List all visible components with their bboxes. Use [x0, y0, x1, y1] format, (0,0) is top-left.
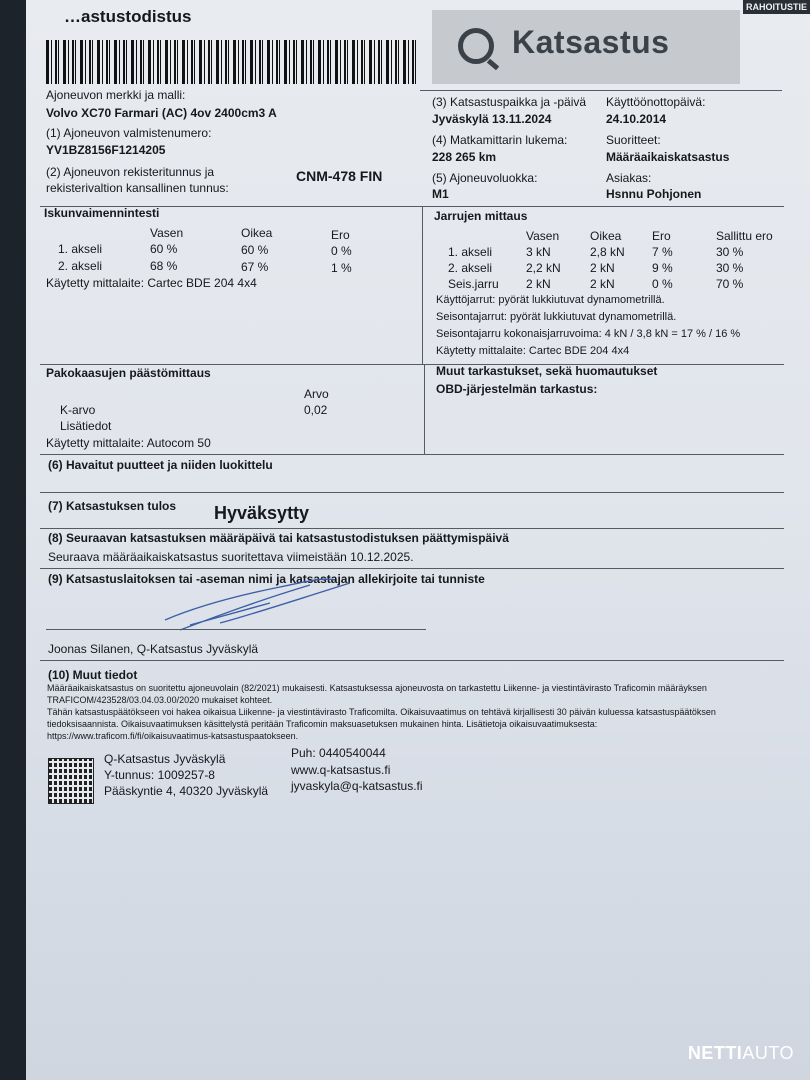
reg-label-2: rekisterivaltion kansallinen tunnus: [46, 181, 229, 195]
make-value: Volvo XC70 Farmari (AC) 4ov 2400cm3 A [46, 106, 277, 120]
emissions-device: Käytetty mittalaite: Autocom 50 [46, 436, 211, 450]
brakes-device: Käytetty mittalaite: Cartec BDE 204 4x4 [436, 345, 630, 357]
brakes-row-axle: 2. akseli [448, 261, 493, 275]
brakes-header-right: Oikea [590, 229, 622, 243]
divider [40, 568, 784, 569]
divider [420, 90, 782, 91]
vin-value: YV1BZ8156F1214205 [46, 143, 166, 157]
footer-address: Pääskyntie 4, 40320 Jyväskylä [104, 784, 269, 798]
brakes-row-left: 2 kN [526, 277, 551, 291]
brakes-header-left: Vasen [526, 229, 560, 243]
brakes-title: Jarrujen mittaus [434, 209, 528, 223]
brakes-row-allowed: 70 % [716, 277, 744, 291]
vin-label: (1) Ajoneuvon valmistenumero: [46, 126, 212, 140]
watermark-light: AUTO [742, 1043, 794, 1063]
nettiauto-watermark [688, 1043, 794, 1064]
brakes-row-diff: 0 % [652, 277, 673, 291]
brakes-note: Käyttöjarrut: pyörät lukkiutuvat dynamometrillä. [436, 294, 665, 306]
shock-header-right: Oikea [241, 226, 273, 240]
performed-label: Suoritteet: [606, 133, 661, 147]
brakes-note: Seisontajarrut: pyörät lukkiutuvat dynamometrillä. [436, 311, 677, 323]
defects-title: (6) Havaitut puutteet ja niiden luokittelu [48, 458, 273, 472]
result-value: Hyväksytty [214, 503, 310, 523]
brakes-note: Seisontajarru kokonaisjarruvoima: 4 kN / 3,8 kN = 17 % / 16 % [436, 328, 741, 340]
emissions-title: Pakokaasujen päästömittaus [46, 366, 211, 380]
misc-title: (10) Muut tiedot [48, 668, 138, 682]
shock-row-left: 68 % [150, 259, 178, 273]
signature-line [46, 629, 426, 630]
katsastus-logo [432, 10, 740, 84]
footer-email: jyvaskyla@q-katsastus.fi [291, 779, 423, 793]
footer-company: Q-Katsastus Jyväskylä [104, 752, 226, 766]
intro-date-value: 24.10.2014 [606, 112, 667, 126]
emissions-value-header: Arvo [304, 387, 329, 401]
brakes-row-diff: 9 % [652, 261, 673, 275]
corner-tag: RAHOITUSTIE [743, 0, 810, 14]
divider [424, 364, 425, 454]
class-value: M1 [432, 187, 449, 201]
inspector-name: Joonas Silanen, Q-Katsastus Jyväskylä [48, 642, 259, 656]
shock-header-diff: Ero [331, 228, 350, 242]
make-label: Ajoneuvon merkki ja malli: [46, 88, 186, 102]
brakes-row-diff: 7 % [652, 245, 673, 259]
shock-row-axle: 1. akseli [58, 242, 103, 256]
brakes-row-right: 2,8 kN [590, 245, 625, 259]
emissions-extra: Lisätiedot [60, 419, 112, 433]
shock-row-axle: 2. akseli [58, 259, 103, 273]
place-value: Jyväskylä 13.11.2024 [432, 112, 552, 126]
footer-website: www.q-katsastus.fi [291, 763, 391, 777]
next-inspection-text: Seuraava määräaikaiskatsastus suoritettava viimeistään 10.12.2025. [48, 550, 414, 564]
k-value: 0,02 [304, 403, 328, 417]
customer-label: Asiakas: [606, 171, 652, 185]
shock-row-right: 60 % [241, 243, 269, 257]
signature-label: (9) Katsastuslaitoksen tai -aseman nimi ja katsastajan allekirjoite tai tunniste [48, 572, 485, 586]
shock-device: Käytetty mittalaite: Cartec BDE 204 4x4 [46, 276, 257, 290]
brakes-row-left: 2,2 kN [526, 261, 561, 275]
divider [40, 454, 784, 455]
divider [422, 206, 423, 364]
result-label: (7) Katsastuksen tulos [48, 499, 177, 513]
divider [40, 364, 784, 365]
watermark-bold: NETTI [687, 1043, 743, 1063]
odometer-label: (4) Matkamittarin lukema: [432, 133, 568, 147]
q-logo-icon [458, 28, 494, 64]
misc-line: Tähän katsastuspäätökseen voi hakea oikaisua Liikenne- ja viestintävirasto Traficomilta. Oikaisuvaatimus on tehtävä kirjallisesti 30 päivän kuluessa katsastuspäätöksen [47, 707, 716, 717]
performed-value: Määräaikaiskatsastus [606, 150, 730, 164]
brakes-row-axle: 1. akseli [448, 245, 493, 259]
misc-line: TRAFICOM/423528/03.04.03.00/2020 mukaiset kohteet. [47, 695, 273, 705]
reg-value: CNM-478 FIN [296, 168, 383, 184]
signature-scribble [160, 575, 360, 635]
shock-row-left: 60 % [150, 242, 178, 256]
brakes-row-right: 2 kN [590, 277, 615, 291]
misc-line: https://www.traficom.fi/fi/oikaisuvaatimus-katsastuspaatokseen. [47, 731, 299, 741]
brakes-row-allowed: 30 % [716, 261, 744, 275]
shock-header-left: Vasen [150, 226, 184, 240]
misc-line: tiedoksisaannista. Oikaisuvaatimuksen käsittelystä peritään Traficomin maksuasetuksen mukainen hinta. Lisätietoja oikaisuvaatimuksesta: [47, 719, 598, 729]
brakes-header-allowed: Sallittu ero [716, 229, 773, 243]
brakes-row-right: 2 kN [590, 261, 615, 275]
divider [40, 492, 784, 493]
barcode [46, 40, 416, 84]
brakes-row-left: 3 kN [526, 245, 551, 259]
obd-check: OBD-järjestelmän tarkastus: [436, 382, 598, 396]
qr-code [48, 758, 94, 804]
intro-date-label: Käyttöönottopäivä: [606, 95, 706, 109]
shock-row-diff: 0 % [331, 244, 352, 258]
class-label: (5) Ajoneuvoluokka: [432, 171, 538, 185]
divider [40, 528, 784, 529]
brakes-row-allowed: 30 % [716, 245, 744, 259]
shock-row-right: 67 % [241, 260, 269, 274]
shock-title: Iskunvaimennintesti [44, 206, 160, 220]
reg-label-1: (2) Ajoneuvon rekisteritunnus ja [46, 165, 215, 179]
brakes-header-diff: Ero [652, 229, 671, 243]
brakes-row-axle: Seis.jarru [448, 277, 499, 291]
footer-business-id: Y-tunnus: 1009257-8 [104, 768, 215, 782]
document-title: …astustodistus [64, 7, 192, 26]
shock-row-diff: 1 % [331, 261, 352, 275]
footer-phone: Puh: 0440540044 [291, 746, 386, 760]
k-value-label: K-arvo [60, 403, 96, 417]
divider [40, 660, 784, 661]
next-inspection-label: (8) Seuraavan katsastuksen määräpäivä tai katsastustodistuksen päättymispäivä [48, 531, 509, 545]
place-label: (3) Katsastuspaikka ja -päivä [432, 95, 587, 109]
misc-line: Määräaikaiskatsastus on suoritettu ajoneuvolain (82/2021) mukaisesti. Katsastuksessa ajoneuvosta on tarkastettu Liikenne- ja viestintävirasto Traficomin määräyksen [47, 683, 707, 693]
other-checks-title: Muut tarkastukset, sekä huomautukset [436, 364, 658, 378]
customer-value: Hsnnu Pohjonen [606, 187, 702, 201]
odometer-value: 228 265 km [432, 150, 497, 164]
logo-text: Katsastus [512, 24, 670, 60]
